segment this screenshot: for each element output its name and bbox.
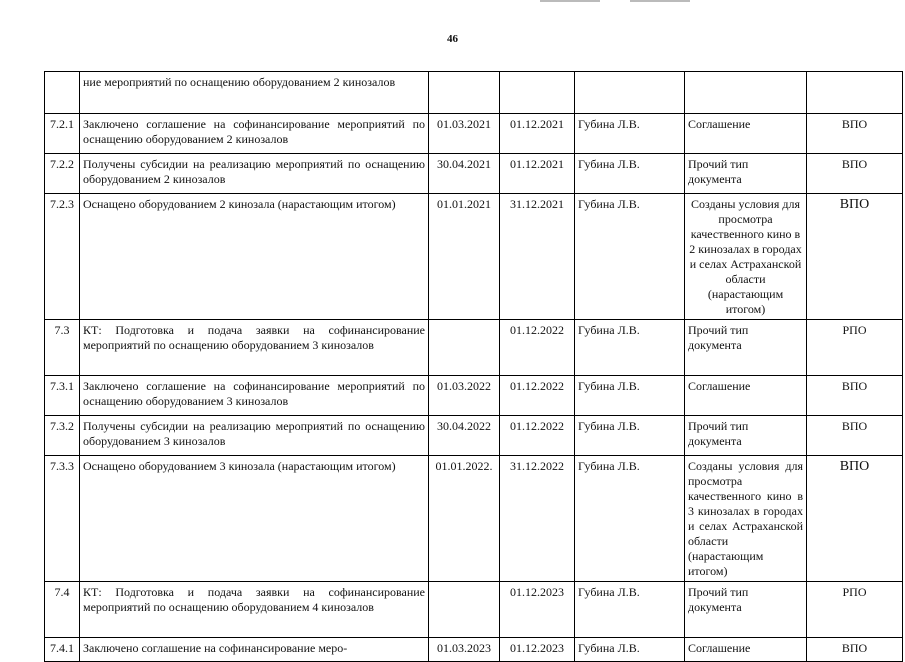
- responsible-person: [575, 72, 685, 114]
- document-type: Созданы условия для просмотра качественного кино в 2 кинозалах в городах и селах Астраханской области (нарастающим итогом): [685, 194, 807, 320]
- table-row: [45, 194, 903, 320]
- start-date: 30.04.2021: [429, 154, 500, 194]
- start-date: 01.03.2023: [429, 638, 500, 662]
- control-level: [807, 72, 903, 114]
- row-number: 7.4: [45, 582, 80, 638]
- start-date: [429, 320, 500, 376]
- responsible-person: Губина Л.В.: [575, 456, 685, 582]
- responsible-person: Губина Л.В.: [575, 582, 685, 638]
- end-date: 01.12.2021: [500, 114, 575, 154]
- row-number: 7.4.1: [45, 638, 80, 662]
- document-type: Прочий тип документа: [685, 416, 807, 456]
- start-date: 01.03.2021: [429, 114, 500, 154]
- start-date: 01.03.2022: [429, 376, 500, 416]
- document-type: Соглашение: [685, 638, 807, 662]
- control-level: ВПО: [807, 416, 903, 456]
- responsible-person: Губина Л.В.: [575, 416, 685, 456]
- event-name: Заключено соглашение на софинансирование мероприятий по оснащению оборудованием 3 кинозалов: [80, 376, 429, 416]
- document-type: Соглашение: [685, 114, 807, 154]
- start-date: 30.04.2022: [429, 416, 500, 456]
- end-date: 01.12.2022: [500, 320, 575, 376]
- start-date: [429, 72, 500, 114]
- end-date: 01.12.2023: [500, 638, 575, 662]
- document-type: Прочий тип документа: [685, 154, 807, 194]
- event-name: Получены субсидии на реализацию мероприятий по оснащению оборудованием 3 кинозалов: [80, 416, 429, 456]
- control-level: ВПО: [807, 114, 903, 154]
- control-level: ВПО: [807, 638, 903, 662]
- end-date: 31.12.2022: [500, 456, 575, 582]
- control-level: ВПО: [807, 456, 903, 582]
- end-date: [500, 72, 575, 114]
- page-number: 46: [447, 33, 458, 45]
- end-date: 01.12.2022: [500, 376, 575, 416]
- document-type: Созданы условия для просмотра качественного кино в 3 кинозалах в городах и селах Астраханской области (нарастающим итогом): [685, 456, 807, 582]
- row-number: 7.3.3: [45, 456, 80, 582]
- event-name: Получены субсидии на реализацию мероприятий по оснащению оборудованием 2 кинозалов: [80, 154, 429, 194]
- responsible-person: Губина Л.В.: [575, 194, 685, 320]
- scan-artifact-line: [630, 0, 690, 2]
- end-date: 31.12.2021: [500, 194, 575, 320]
- table-row: [45, 114, 903, 154]
- control-level: РПО: [807, 582, 903, 638]
- control-level: ВПО: [807, 154, 903, 194]
- responsible-person: Губина Л.В.: [575, 154, 685, 194]
- event-name: Заключено соглашение на софинансирование мероприятий по оснащению оборудованием 2 кинозалов: [80, 114, 429, 154]
- start-date: [429, 582, 500, 638]
- document-type: [685, 72, 807, 114]
- start-date: 01.01.2022.: [429, 456, 500, 582]
- document-type: Прочий тип документа: [685, 320, 807, 376]
- responsible-person: Губина Л.В.: [575, 638, 685, 662]
- table-row: [45, 416, 903, 456]
- row-number: 7.3.2: [45, 416, 80, 456]
- event-name: КТ: Подготовка и подача заявки на софинансирование мероприятий по оснащению оборудованием 4 кинозалов: [80, 582, 429, 638]
- row-number: 7.3: [45, 320, 80, 376]
- table-row: [45, 638, 903, 662]
- end-date: 01.12.2023: [500, 582, 575, 638]
- row-number: 7.3.1: [45, 376, 80, 416]
- event-name: КТ: Подготовка и подача заявки на софинансирование мероприятий по оснащению оборудованием 3 кинозалов: [80, 320, 429, 376]
- row-number: 7.2.2: [45, 154, 80, 194]
- event-name: ние мероприятий по оснащению оборудованием 2 кинозалов: [80, 72, 429, 114]
- end-date: 01.12.2022: [500, 416, 575, 456]
- start-date: 01.01.2021: [429, 194, 500, 320]
- event-name: Заключено соглашение на софинансирование меро-: [80, 638, 429, 662]
- responsible-person: Губина Л.В.: [575, 376, 685, 416]
- control-points-table: [44, 71, 903, 662]
- control-level: РПО: [807, 320, 903, 376]
- responsible-person: Губина Л.В.: [575, 114, 685, 154]
- table-row: [45, 320, 903, 376]
- responsible-person: Губина Л.В.: [575, 320, 685, 376]
- scan-artifact-line: [540, 0, 600, 2]
- control-level: ВПО: [807, 194, 903, 320]
- row-number: 7.2.3: [45, 194, 80, 320]
- table-row: [45, 456, 903, 582]
- table-row: [45, 582, 903, 638]
- table-row: [45, 376, 903, 416]
- event-name: Оснащено оборудованием 3 кинозала (нарастающим итогом): [80, 456, 429, 582]
- document-type: Соглашение: [685, 376, 807, 416]
- row-number: [45, 72, 80, 114]
- table-row: [45, 154, 903, 194]
- end-date: 01.12.2021: [500, 154, 575, 194]
- document-type: Прочий тип документа: [685, 582, 807, 638]
- table-row: [45, 72, 903, 114]
- event-name: Оснащено оборудованием 2 кинозала (нарастающим итогом): [80, 194, 429, 320]
- control-level: ВПО: [807, 376, 903, 416]
- row-number: 7.2.1: [45, 114, 80, 154]
